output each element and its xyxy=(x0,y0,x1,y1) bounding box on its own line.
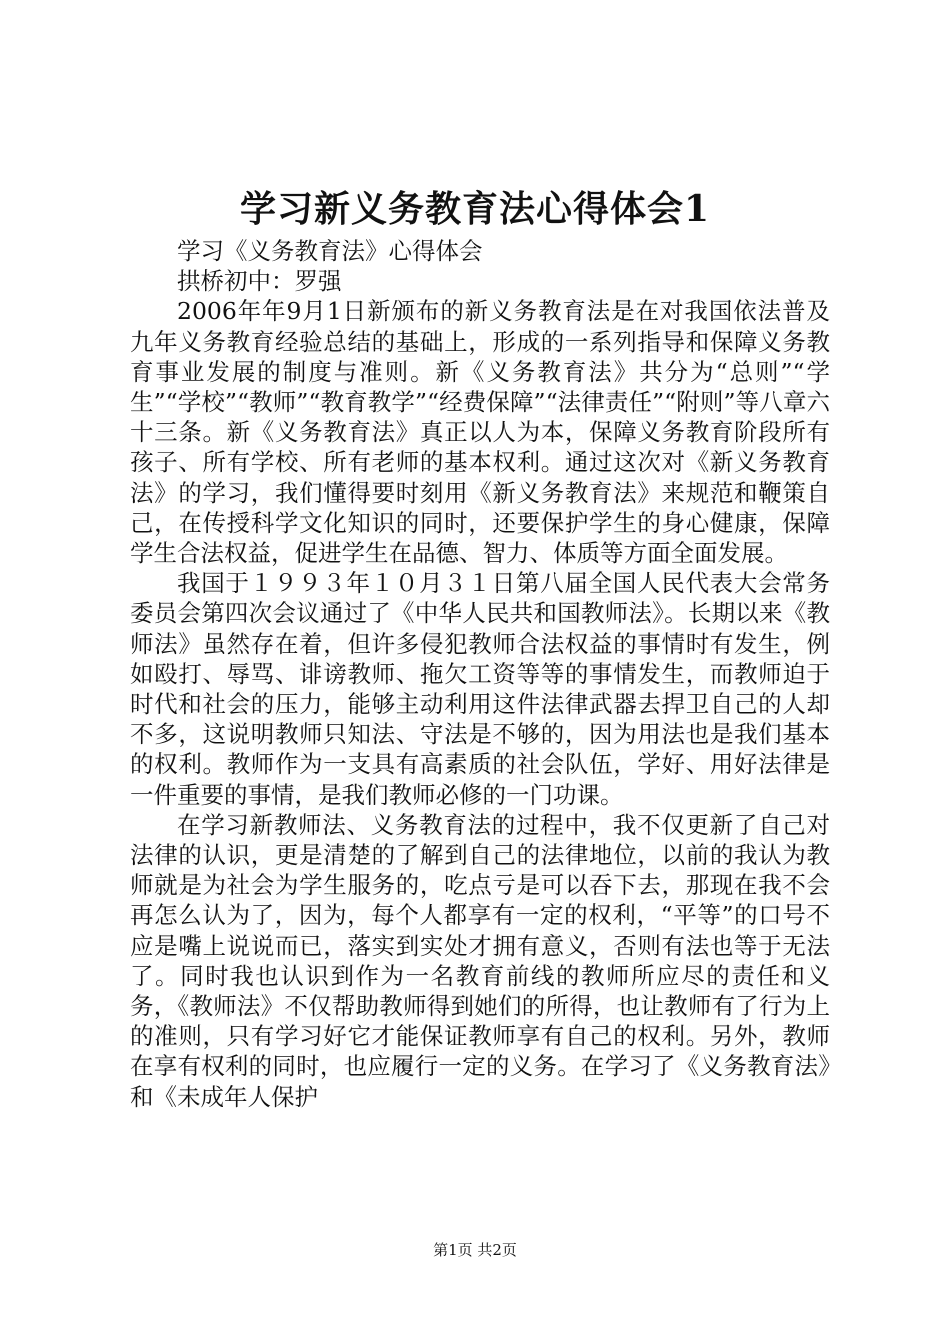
paragraph-3: 在学习新教师法、义务教育法的过程中，我不仅更新了自己对法律的认识，更是清楚的了解到自己的法律地位，以前的我认为教师就是为社会为学生服务的，吃点亏是可以吞下去，那现在我不会再怎么认为了，因为，每个人都享有一定的权利，“平等”的口号不应是嘴上说说而已，落实到实处才拥有意义，否则有法也等于无法了。同时我也认识到作为一名教育前线的教师所应尽的责任和义务，《教师法》不仅帮助教师得到她们的所得，也让教师有了行为上的准则，只有学习好它才能保证教师享有自己的权利。另外，教师在享有权利的同时，也应履行一定的义务。在学习了《义务教育法》和《未成年人保护 xyxy=(130,810,830,1111)
author-line: 拱桥初中：罗强 xyxy=(177,267,342,296)
document-body xyxy=(130,236,830,1112)
paragraph-2: 我国于１９９３年１０月３１日第八届全国人民代表大会常务委员会第四次会议通过了《中华人民共和国教师法》。长期以来《教师法》虽然存在着，但许多侵犯教师合法权益的事情时有发生，例如殴打、辱骂、诽谤教师、拖欠工资等等的事情发生，而教师迫于时代和社会的压力，能够主动利用这件法律武器去捍卫自己的人却不多，这说明教师只知法、守法是不够的，因为用法也是我们基本的权利。教师作为一支具有高素质的社会队伍，学好、用好法律是一件重要的事情，是我们教师必修的一门功课。 xyxy=(130,569,830,809)
subtitle-line: 学习《义务教育法》心得体会 xyxy=(177,237,483,265)
paragraph-1: 2006年年9月1日新颁布的新义务教育法是在对我国依法普及九年义务教育经验总结的基础上，形成的一系列指导和保障义务教育事业发展的制度与准则。新《义务教育法》共分为“总则”“学生”“学校”“教师”“教育教学”“经费保障”“法律责任”“附则”等八章六十三条。新《义务教育法》真正以人为本，保障义务教育阶段所有孩子、所有学校、所有老师的基本权利。通过这次对《新义务教育法》的学习，我们懂得要时刻用《新义务教育法》来规范和鞭策自己，在传授科学文化知识的同时，还要保护学生的身心健康，保障学生合法权益，促进学生在品德、智力、体质等方面全面发展。 xyxy=(130,297,830,568)
page-footer: 第1页 共2页 xyxy=(433,1241,517,1259)
document-title: 学习新义务教育法心得体会1 xyxy=(239,188,711,230)
